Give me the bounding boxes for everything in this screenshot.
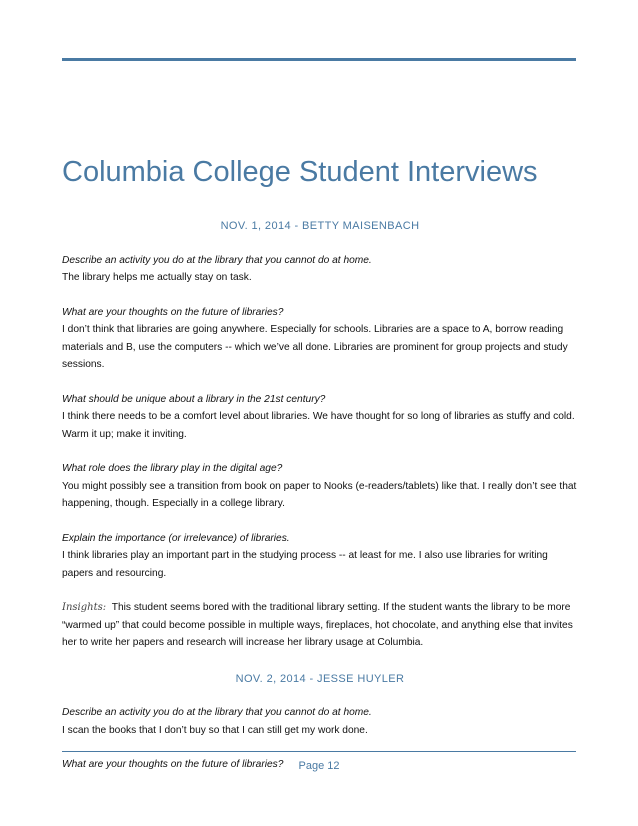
insights-paragraph xyxy=(62,599,578,652)
answer-text: I think there needs to be a comfort level about libraries. We have thought for so long of libraries as stuffy and cold. Warm it up; make it inviting. xyxy=(62,411,575,440)
qa-block xyxy=(62,530,578,583)
qa-block xyxy=(62,391,578,444)
question-text: Explain the importance (or irrelevance) of libraries. xyxy=(62,532,290,544)
interview-heading: NOV. 2, 2014 - JESSE HUYLER xyxy=(235,672,405,685)
question-text: Describe an activity you do at the library that you cannot do at home. xyxy=(62,254,372,266)
qa-block xyxy=(62,704,578,739)
document-body xyxy=(62,218,578,791)
answer-text: You might possibly see a transition from book on paper to Nooks (e-readers/tablets) like that. I really don’t see that happening, though. Especially in a college library. xyxy=(62,480,577,509)
answer-text: I think libraries play an important part in the studying process -- at least for me. I also use libraries for writing papers and resourcing. xyxy=(62,550,548,579)
question-text: What are your thoughts on the future of libraries? xyxy=(62,306,284,318)
interview-section xyxy=(62,671,578,774)
answer-text: I scan the books that I don’t buy so that I can still get my work done. xyxy=(62,724,368,736)
insights-label: Insights: xyxy=(62,602,107,613)
qa-block xyxy=(62,304,578,374)
interview-section xyxy=(62,218,578,652)
question-text: What role does the library play in the digital age? xyxy=(62,463,283,474)
question-text: What should be unique about a library in the 21st century? xyxy=(62,393,326,405)
qa-block xyxy=(62,460,578,513)
interview-heading: NOV. 1, 2014 - BETTY MAISENBACH xyxy=(220,220,420,232)
question-text: Describe an activity you do at the library that you cannot do at home. xyxy=(62,707,372,718)
insights-block xyxy=(62,599,578,652)
answer-text: The library helps me actually stay on task. xyxy=(62,272,252,283)
header-rule xyxy=(62,58,576,61)
footer-rule xyxy=(62,751,576,752)
qa-block xyxy=(62,252,578,287)
answer-text: I don’t think that libraries are going anywhere. Especially for schools. Libraries are a space to A, borrow reading materials and B, use the computers -- which we’ve all done. Libraries are prominent for group projects and study sessions. xyxy=(62,324,568,370)
document-title: Columbia College Student Interviews xyxy=(62,156,538,188)
insights-text: This student seems bored with the traditional library setting. If the student wants the library to be more “warmed up” that could become possible in multiple ways, fireplaces, hot chocolate, and anything else that invites her to write her papers and research will increase her library usage at Columbia. xyxy=(62,602,573,648)
question-text: What are your thoughts on the future of libraries? xyxy=(62,759,284,770)
page-number: Page 12 xyxy=(298,760,340,772)
